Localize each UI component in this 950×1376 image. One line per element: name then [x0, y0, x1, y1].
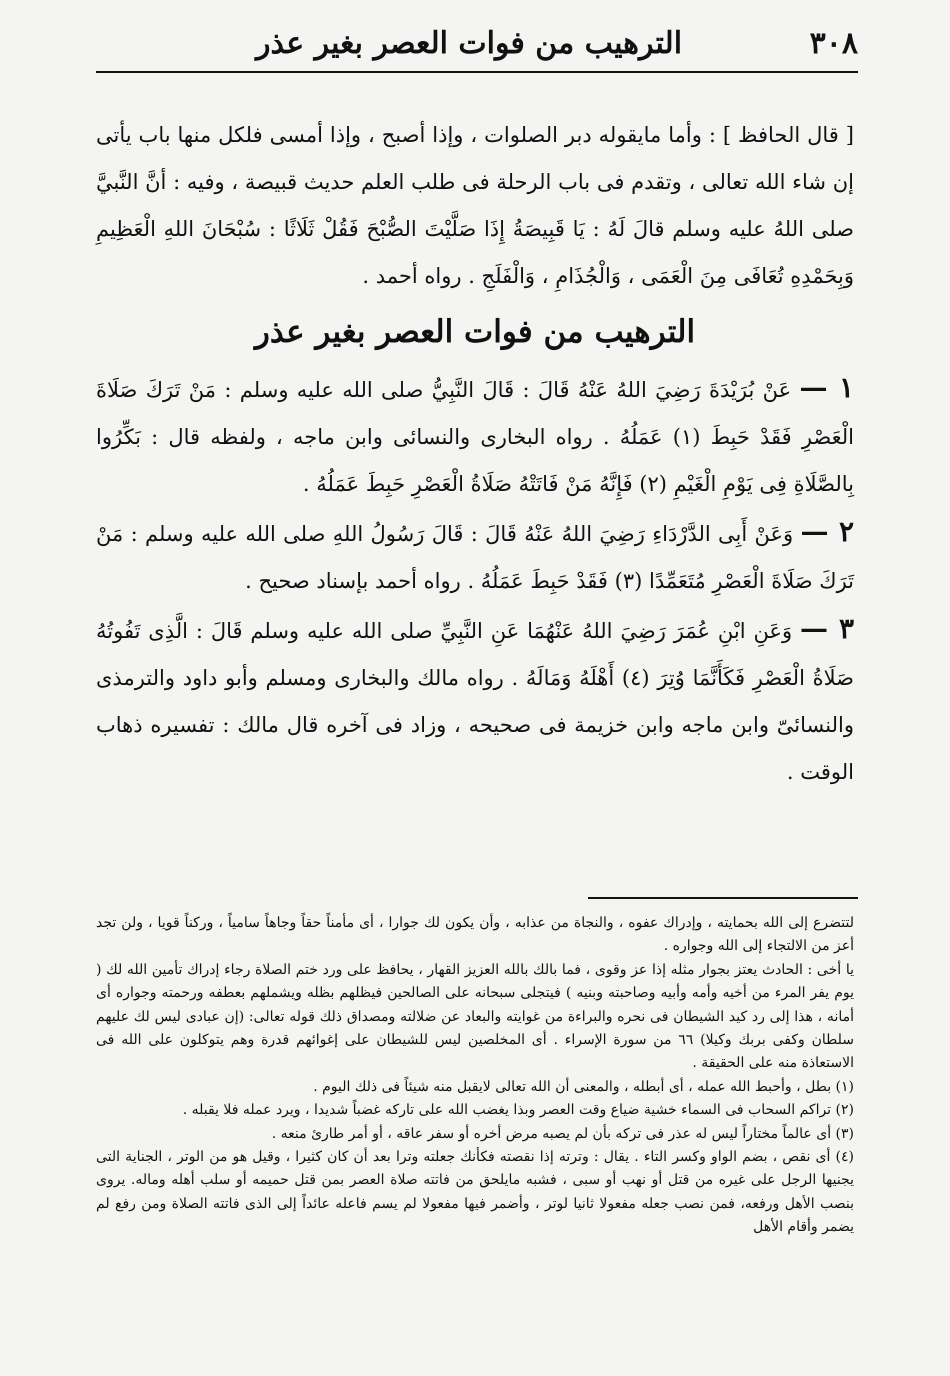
hadith-2-text: وَعَنْ أَبِى الدَّرْدَاءِ رَضِيَ اللهُ عَنْهُ قَالَ : قَالَ رَسُولُ اللهِ صلى الله عليه وسلم : مَنْ تَرَكَ صَلَاةَ الْعَصْرِ مُتَعَمِّدًا (٣) فَقَدْ حَبِطَ عَمَلُهُ . رواه أحمد بإسناد صحيح .	[96, 522, 854, 593]
running-header	[96, 22, 858, 68]
hadith-1	[96, 364, 854, 508]
footnote-rule	[588, 897, 858, 899]
hadith-1-number: ١ —	[799, 371, 854, 404]
hadith-3-text: وَعَنِ ابْنِ عُمَرَ رَضِيَ اللهُ عَنْهُمَا عَنِ النَّبِيِّ صلى الله عليه وسلم قَالَ : الَّذِى تَفُوتُهُ صَلَاةُ الْعَصْرِ فَكَأَنَّمَا وُتِرَ (٤) أَهْلَهُ وَمَالَهُ . رواه مالك والبخارى ومسلم وأبو داود والترمذى والنسائىّ وابن ماجه وابن خزيمة فى صحيحه ، وزاد فى آخره قال مالك : تفسيره ذهاب الوقت .	[96, 619, 854, 784]
footnote-3: (٣) أى عالماً مختاراً ليس له عذر فى تركه بأن لم يصبه مرض أخره أو سفر عاقه ، أو أمر طارئ منعه .	[271, 1125, 854, 1142]
footnotes	[96, 912, 854, 1240]
main-text	[96, 112, 854, 796]
footnote-continued-1: لتتضرع إلى الله بحمايته ، وإدراك عفوه ، والنجاة من عذابه ، وأن يكون لك جوارا ، أى مأمناً حقاً وجاهاً سامياً ، وركناً قويا ، ولن تجد أعز من الالتجاء إلى الله وجواره .	[96, 915, 854, 955]
running-title: الترهيب من فوات العصر بغير عذر	[256, 26, 683, 61]
intro-paragraph: [ قال الحافظ ] : وأما مايقوله دبر الصلوات ، وإذا أصبح ، وإذا أمسى فلكل منها باب يأتى إن شاء الله تعالى ، وتقدم فى باب الرحلة فى طلب العلم حديث قبيصة ، وفيه : أنَّ النَّبيَّ صلى اللهُ عليه وسلم قالَ لَهُ : يَا قَبِيصَةُ إِذَا صَلَّيْتَ الصُّبْحَ فَقُلْ ثَلَاثًا : سُبْحَانَ اللهِ الْعَظِيمِ وَبِحَمْدِهِ تُعَافَى مِنَ الْعَمَى ، وَالْجُذَامِ ، وَالْفَلَجِ . رواه أحمد .	[96, 123, 854, 288]
footnote-continued-2: يا أخى : الحادث يعتز بجوار مثله إذا عز وقوى ، فما بالك بالله العزيز القهار ، يحافظ على ورد ختم الصلاة رجاء إدراك تأمين الله لك ( يوم يفر المرء من أخيه وأمه وأبيه وصاحبته وبنيه ) فيتجلى سبحانه على الصالحين فيظلهم بظله ويشملهم بعطفه ورحمته وجواره أى أمانه ، هذا إلى رد كيد الشيطان فى نحره والبراءة من غوايته والبعاد عن ضلالته ومصداق ذلك قوله تعالى: (إن عبادى ليس لك عليهم سلطان وكفى بربك وكيلا) ٦٦ من سورة الإسراء . أى المخلصين ليس للشيطان على إغوائهم قدرة وهم يتوكلون على الله فى الاستعاذة منه على الحقيقة .	[96, 961, 855, 1072]
page-number: ٣٠٨	[809, 26, 858, 61]
footnote-4: (٤) أى نقص ، بضم الواو وكسر التاء . يقال : وترته إذا نقصته فكأنك جعلته وترا بعد أن كان كثيرا ، وقيل هو من الوتر ، الجناية التى يجنيها الرجل على غيره من قتل أو نهب أو سبى ، فشبه مايلحق من فاتته صلاة العصر بمن قتل حميمه أو سلب أهله وماله. يروى بنصب الأهل ورفعه، فمن نصب جعله مفعولا ثانيا لوتر ، وأضمر فيها مفعولا لم يسم فاعله عائداً إلى الذى فاتته الصلاة ومن رفع لم يضمر وأقام الأهل	[96, 1149, 854, 1236]
section-title: الترهيب من فوات العصر بغير عذر	[254, 314, 696, 350]
hadith-1-text: عَنْ بُرَيْدَةَ رَضِيَ اللهُ عَنْهُ قَالَ : قَالَ النَّبِيُّ صلى الله عليه وسلم : مَنْ تَرَكَ صَلَاةَ الْعَصْرِ فَقَدْ حَبِطَ (١) عَمَلُهُ . رواه البخارى والنسائى وابن ماجه ، ولفظه قال : بَكِّرُوا بِالصَّلَاةِ فِى يَوْمِ الْغَيْمِ (٢) فَإِنَّهُ مَنْ فَاتَتْهُ صَلَاةُ الْعَصْرِ حَبِطَ عَمَلُهُ .	[96, 378, 854, 496]
hadith-2-number: ٢ —	[800, 515, 854, 548]
hadith-2	[96, 508, 854, 605]
footnote-2: (٢) تراكم السحاب فى السماء خشية ضياع وقت العصر وبذا يغضب الله على تاركه غضباً شديدا ، ويرد عمله فلا يقبله .	[182, 1102, 854, 1119]
header-rule	[96, 71, 858, 73]
footnote-1: (١) بطل ، وأحبط الله عمله ، أى أبطله ، والمعنى أن الله تعالى لايقبل منه شيئاً فى ذلك اليوم .	[313, 1078, 854, 1095]
hadith-3	[96, 605, 854, 796]
hadith-3-number: ٣ —	[800, 612, 855, 645]
